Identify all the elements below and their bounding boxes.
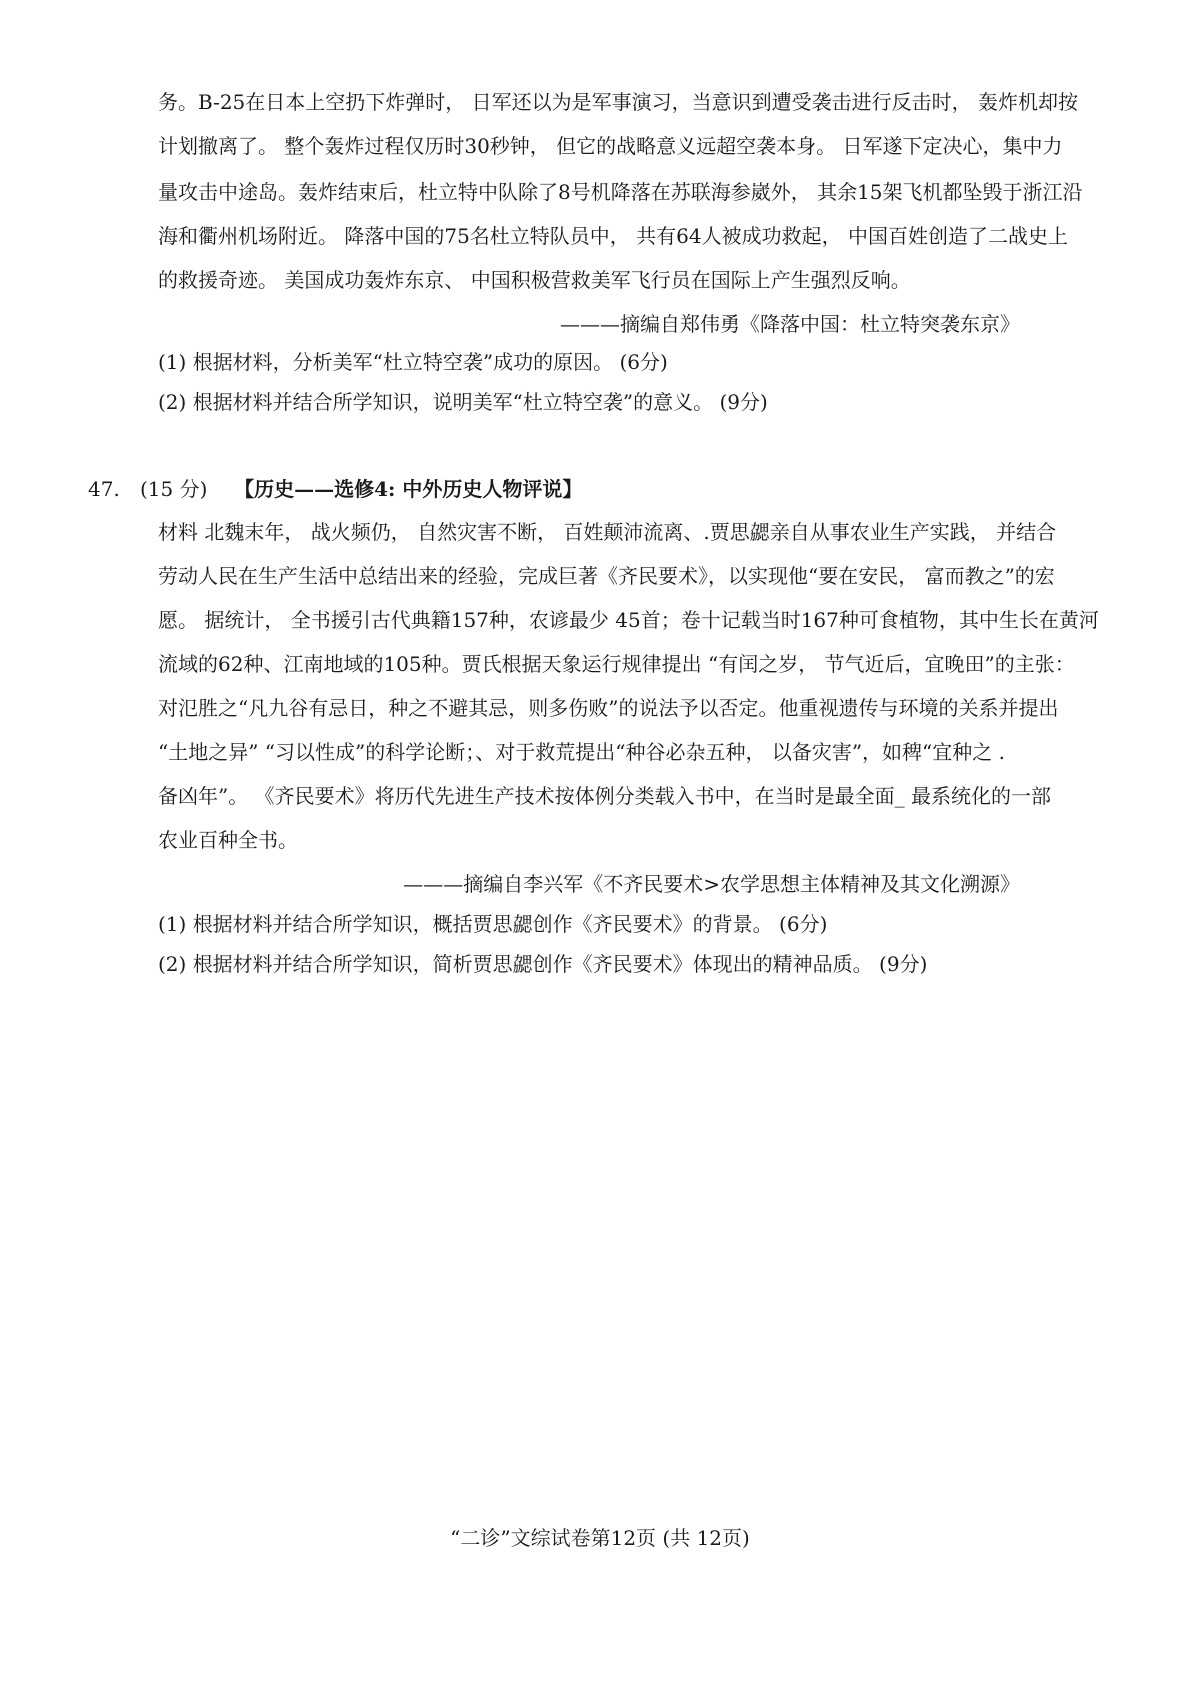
q47-body-line-5: 对氾胜之“凡九谷有忌日，种之不避其忌，则多伤败”的说法予以否定。他重视遗传与环境的关系并提出	[158, 696, 1059, 720]
q47-body-line-6: “土地之异” “习以性成”的科学论断；、对于救荒提出“种谷必杂五种， 以备灾害”，如稗“宜种之 .	[158, 740, 1006, 764]
q46-body-line-5: 的救援奇迹。 美国成功轰炸东京、 中国积极营救美军飞行员在国际上产生强烈反响。	[158, 268, 911, 292]
q46-sub-question-1: (1) 根据材料，分析美军“杜立特空袭”成功的原因。 (6分)	[158, 350, 668, 374]
q47-points: (15 分)	[140, 477, 208, 501]
q47-sub-question-2: (2) 根据材料并结合所学知识，简析贾思勰创作《齐民要术》体现出的精神品质。 (9分)	[158, 952, 928, 976]
q46-body-line-3: 量攻击中途岛。轰炸结束后，杜立特中队除了8号机降落在苏联海参崴外， 其余15架飞机都坠毁于浙江沿	[158, 180, 1083, 204]
q46-body-line-1: 务。B-25在日本上空扔下炸弹时， 日军还以为是军事演习，当意识到遭受袭击进行反击时， 轰炸机却按	[158, 90, 1078, 114]
q46-body-line-2: 计划撤离了。 整个轰炸过程仅历时30秒钟， 但它的战略意义远超空袭本身。 日军遂下定决心，集中力	[158, 134, 1063, 158]
page-footer: “二诊”文综试卷第12页 (共 12页)	[450, 1526, 750, 1550]
q47-sub-question-1: (1) 根据材料并结合所学知识，概括贾思勰创作《齐民要术》的背景。 (6分)	[158, 912, 828, 936]
q47-body-line-7: 备凶年”。 《齐民要术》将历代先进生产技术按体例分类载入书中，在当时是最全面_ 最系统化的一部	[158, 784, 1051, 808]
q47-title: 【历史——选修4: 中外历史人物评说】	[234, 477, 583, 501]
q47-source: ———摘编自李兴军《不齐民要术>农学思想主体精神及其文化溯源》	[403, 872, 1020, 896]
q47-body-line-2: 劳动人民在生产生活中总结出来的经验，完成巨著《齐民要术》，以实现他“要在安民， 富而教之”的宏	[158, 564, 1055, 588]
q47-body-line-1: 材料 北魏末年， 战火频仍， 自然灾害不断， 百姓颠沛流离、.贾思勰亲自从事农业生产实践， 并结合	[158, 520, 1057, 544]
q47-number: 47.	[88, 477, 120, 501]
q47-body-line-3: 愿。 据统计， 全书援引古代典籍157种，农谚最少 45首；卷十记载当时167种可食植物，其中生长在黄河	[158, 608, 1099, 632]
q47-body-line-8: 农业百种全书。	[158, 828, 298, 852]
q46-body-line-4: 海和衢州机场附近。 降落中国的75名杜立特队员中， 共有64人被成功救起， 中国百姓创造了二战史上	[158, 224, 1068, 248]
q47-header	[140, 475, 582, 503]
q46-source: ———摘编自郑伟勇《降落中国：杜立特突袭东京》	[560, 312, 1020, 336]
q47-body-line-4: 流域的62种、江南地域的105种。贾氏根据天象运行规律提出 “有闰之岁， 节气近后，宜晚田”的主张：	[158, 652, 1075, 676]
q46-sub-question-2: (2) 根据材料并结合所学知识，说明美军“杜立特空袭”的意义。 (9分)	[158, 390, 768, 414]
